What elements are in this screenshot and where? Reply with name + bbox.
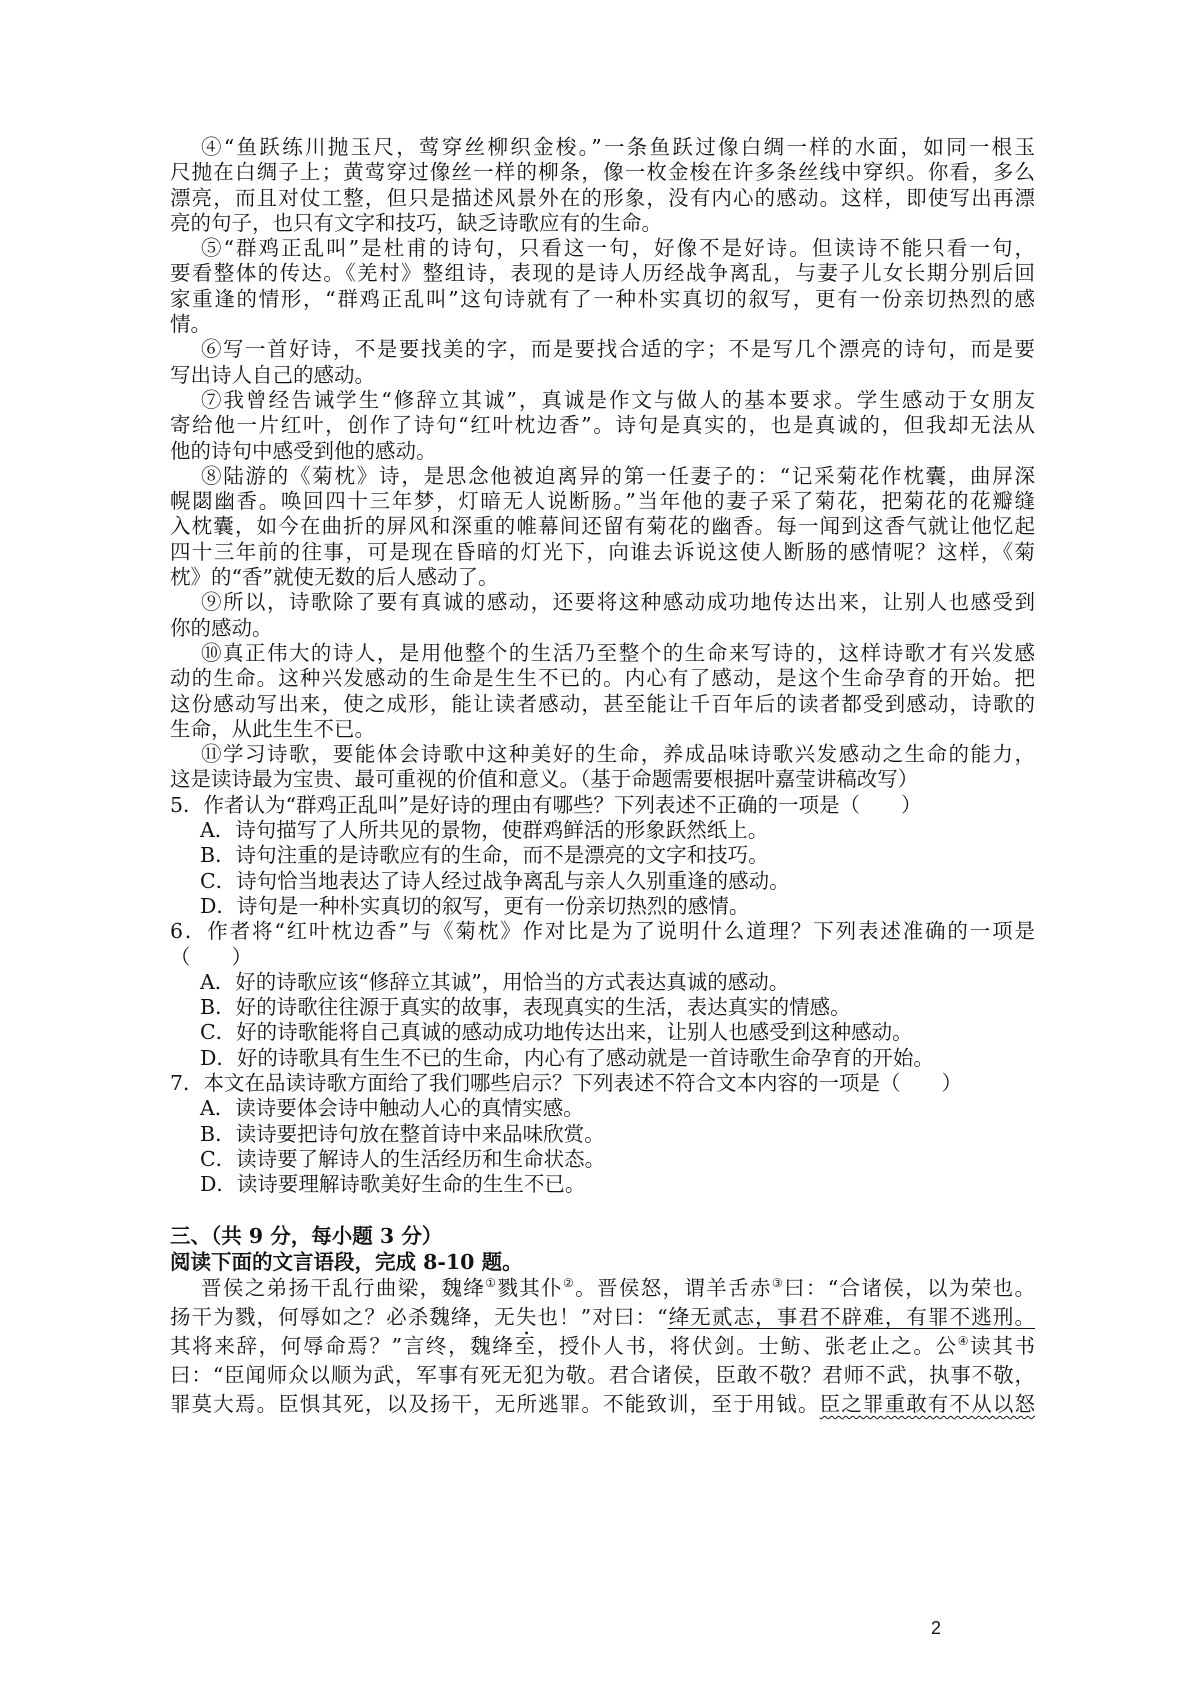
passage-line: 情。 — [170, 312, 211, 337]
paragraph-7 — [170, 388, 1035, 464]
paragraph-4 — [170, 135, 1035, 236]
reading-passage — [170, 135, 1035, 1197]
passage-line: 动的生命。这种兴发感动的生命是生生不已的。内心有了感动，是这个生命孕育的开始。把 — [170, 666, 1035, 691]
passage-line: 家重逢的情形，“群鸡正乱叫”这句诗就有了一种朴实真切的叙写，更有一份亲切热烈的感 — [170, 286, 1035, 311]
answer-option-a: A．好的诗歌应该“修辞立其诚”，用恰当的方式表达真诚的感动。 — [200, 969, 790, 994]
paragraph-5 — [170, 236, 1035, 337]
classical-text: 晋侯之弟扬干乱行曲梁，魏绛 — [201, 1276, 486, 1300]
passage-line: 幌閟幽香。唤回四十三年梦，灯暗无人说断肠。”当年他的妻子采了菊花，把菊花的花瓣缝 — [170, 489, 1035, 514]
footnote-marker: ① — [485, 1276, 498, 1291]
answer-option-a: A．诗句描写了人所共见的景物，使群鸡鲜活的形象跃然纸上。 — [200, 818, 769, 843]
underlined-sentence: 绛无贰志，事君不辟难，有罪不逃刑。 — [667, 1305, 1036, 1329]
question-stem: （ ） — [170, 944, 252, 969]
classical-text: 扬干为戮，何辱如之？必杀魏绛，无 — [170, 1305, 516, 1329]
footnote-marker: ② — [562, 1276, 576, 1291]
paragraph-6 — [170, 337, 1035, 388]
answer-option-b: B．读诗要把诗句放在整首诗中来品味欣赏。 — [200, 1121, 605, 1146]
paragraph-10 — [170, 641, 1035, 742]
passage-line: 入枕囊，如今在曲折的屏风和深重的帷幕间还留有菊花的幽香。每一闻到这香气就让他忆起 — [170, 514, 1035, 539]
wavy-underlined-sentence: 臣之罪重敢有不从以怒 — [819, 1392, 1036, 1416]
answer-option-d: D．诗句是一种朴实真切的叙写，更有一份亲切热烈的感情。 — [200, 893, 750, 918]
passage-line: ⑩真正伟大的诗人，是用他整个的生活乃至整个的生命来写诗的，这样诗歌才有兴发感 — [201, 640, 1035, 665]
passage-line: ⑧陆游的《菊枕》诗，是思念他被迫离异的第一任妻子的：“记采菊花作枕囊，曲屏深 — [201, 463, 1035, 488]
answer-option-d: D．读诗要理解诗歌美好生命的生生不已。 — [200, 1172, 586, 1197]
section-heading: 三、（共 9 分，每小题 3 分） — [170, 1224, 443, 1248]
classical-text: 曰：“合诸侯，以为荣也。 — [784, 1276, 1035, 1300]
question-stem: 5．作者认为“群鸡正乱叫”是好诗的理由有哪些？下列表述不正确的一项是（ ） — [170, 792, 922, 817]
passage-line: ⑪学习诗歌，要能体会诗歌中这种美好的生命，养成品味诗歌兴发感动之生命的能力， — [201, 742, 1035, 767]
passage-line: 尺抛在白绸子上；黄莺穿过像丝一样的柳条，像一枚金梭在许多条丝线中穿织。你看，多么 — [170, 160, 1035, 185]
passage-line: 漂亮，而且对仗工整，但只是描述风景外在的形象，没有内心的感动。这样，即使写出再漂 — [170, 185, 1035, 210]
question-7 — [170, 1071, 1035, 1197]
question-stem: 7．本文在品读诗歌方面给了我们哪些启示？下列表述不符合文本内容的一项是（ ） — [170, 1070, 963, 1095]
classical-line — [170, 1332, 1035, 1361]
passage-line: 枕》的“香”就使无数的后人感动了。 — [170, 565, 499, 590]
passage-line: 要看整体的传达。《羌村》整组诗，表现的是诗人历经战争离乱，与妻子儿女长期分别后回 — [170, 261, 1035, 286]
passage-line: 寄给他一片红叶，创作了诗句“红叶枕边香”。诗句是真实的，也是真诚的，但我却无法从 — [170, 413, 1035, 438]
question-6 — [170, 919, 1035, 1071]
classical-text: 戮其仆 — [497, 1276, 563, 1300]
answer-option-d: D．好的诗歌具有生生不已的生命，内心有了感动就是一首诗歌生命孕育的开始。 — [200, 1045, 934, 1070]
passage-line: 写出诗人自己的感动。 — [170, 362, 375, 387]
passage-line: 亮的句子，也只有文字和技巧，缺乏诗歌应有的生命。 — [170, 210, 662, 235]
classical-line — [170, 1303, 1035, 1332]
paragraph-11 — [170, 742, 1035, 793]
footnote-marker: ④ — [957, 1334, 971, 1349]
classical-text: 。晋侯怒，谓羊舌赤 — [575, 1276, 772, 1300]
emphasized-character: 失 — [515, 1305, 538, 1329]
passage-line: 他的诗句中感受到他的感动。 — [170, 438, 437, 463]
classical-line — [170, 1390, 1035, 1419]
question-stem: 6．作者将“红叶枕边香”与《菊枕》作对比是为了说明什么道理？下列表述准确的一项是 — [170, 919, 1035, 944]
footnote-marker: ③ — [771, 1276, 784, 1291]
classical-text: 也！”对曰：“ — [537, 1305, 668, 1329]
answer-option-b: B．诗句注重的是诗歌应有的生命，而不是漂亮的文字和技巧。 — [200, 843, 769, 868]
classical-passage — [170, 1274, 1035, 1419]
passage-line: ⑦我曾经告诫学生“修辞立其诚”，真诚是作文与做人的基本要求。学生感动于女朋友 — [201, 387, 1035, 412]
classical-text: 读其书 — [970, 1334, 1035, 1358]
passage-line: 你的感动。 — [170, 615, 273, 640]
passage-line: ⑤“群鸡正乱叫”是杜甫的诗句，只看这一句，好像不是好诗。但读诗不能只看一句， — [201, 236, 1035, 261]
page-number: 2 — [931, 1618, 942, 1638]
classical-text: 其将来辞，何辱命焉？”言终，魏绛至，授仆人书，将伏剑。士鲂、张老止之。公 — [170, 1334, 958, 1358]
passage-line: ⑥写一首好诗，不是要找美的字，而是要找合适的字；不是写几个漂亮的诗句，而是要 — [201, 337, 1035, 362]
passage-line: 这份感动写出来，使之成形，能让读者感动，甚至能让千百年后的读者都受到感动，诗歌的 — [170, 691, 1035, 716]
answer-option-a: A．读诗要体会诗中触动人心的真情实感。 — [200, 1096, 584, 1121]
classical-line — [170, 1361, 1035, 1390]
passage-line: ⑨所以，诗歌除了要有真诚的感动，还要将这种感动成功地传达出来，让别人也感受到 — [201, 590, 1035, 615]
answer-option-c: C．诗句恰当地表达了诗人经过战争离乱与亲人久别重逢的感动。 — [200, 868, 790, 893]
passage-line: ④“鱼跃练川抛玉尺，莺穿丝柳织金梭。”一条鱼跃过像白绸一样的水面，如同一根玉 — [201, 135, 1035, 159]
classical-text: 曰：“臣闻师众以顺为武，军事有死无犯为敬。君合诸侯，臣敢不敬？君师不武，执事不敬， — [170, 1363, 1035, 1387]
classical-text: 罪莫大焉。臣惧其死，以及扬干，无所逃罪。不能致训，至于用钺。 — [170, 1392, 820, 1416]
section-instruction: 阅读下面的文言语段，完成 8-10 题。 — [170, 1250, 523, 1274]
paragraph-8 — [170, 464, 1035, 590]
passage-line: 四十三年前的往事，可是现在昏暗的灯光下，向谁去诉说这使人断肠的感情呢？这样，《菊 — [170, 539, 1035, 564]
answer-option-b: B．好的诗歌往往源于真实的故事，表现真实的生活，表达真实的情感。 — [200, 995, 851, 1020]
question-5 — [170, 793, 1035, 919]
answer-option-c: C．好的诗歌能将自己真诚的感动成功地传达出来，让别人也感受到这种感动。 — [200, 1020, 913, 1045]
passage-line: 生命，从此生生不已。 — [170, 716, 375, 741]
section-3-header — [170, 1223, 1035, 1275]
classical-line — [170, 1274, 1035, 1303]
answer-option-c: C．读诗要了解诗人的生活经历和生命状态。 — [200, 1146, 606, 1171]
paragraph-9 — [170, 590, 1035, 641]
passage-line: 这是读诗最为宝贵、最可重视的价值和意义。（基于命题需要根据叶嘉莹讲稿改写） — [170, 767, 919, 792]
